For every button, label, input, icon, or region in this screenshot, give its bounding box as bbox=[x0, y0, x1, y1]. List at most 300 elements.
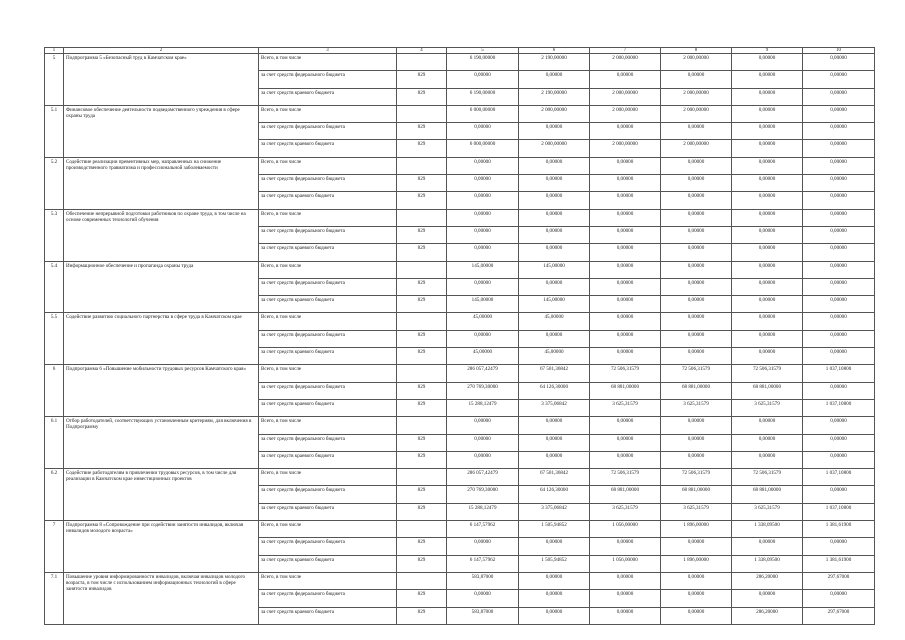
item-name: Подпрограмма 5 «Безопасный труд в Камчатском крае» bbox=[64, 54, 259, 106]
amount-cell: 0,00000 bbox=[732, 71, 803, 88]
funding-source: Всего, в том числе bbox=[259, 469, 397, 486]
amount-cell: 0,00000 bbox=[661, 538, 732, 555]
amount-cell: 0,00000 bbox=[732, 88, 803, 105]
amount-cell: 0,00000 bbox=[519, 123, 590, 140]
table-row bbox=[45, 54, 875, 71]
table-row bbox=[45, 261, 875, 278]
budget-code: 829 bbox=[397, 88, 447, 105]
amount-cell: 0,00000 bbox=[803, 382, 875, 399]
item-name: Отбор работодателей, соответствующих установленным критериям, для включения в Подпрограмму bbox=[64, 417, 259, 469]
amount-cell: 2 190,00000 bbox=[519, 88, 590, 105]
amount-cell: 0,00000 bbox=[732, 434, 803, 451]
funding-source: за счет средств федерального бюджета bbox=[259, 486, 397, 503]
amount-cell: 0,00000 bbox=[447, 157, 519, 174]
amount-cell: 297,67000 bbox=[803, 572, 875, 589]
amount-cell: 0,00000 bbox=[519, 434, 590, 451]
amount-cell: 0,00000 bbox=[590, 434, 661, 451]
budget-code bbox=[397, 261, 447, 278]
amount-cell: 2 000,00000 bbox=[519, 140, 590, 157]
item-number: 5.2 bbox=[45, 157, 64, 209]
amount-cell: 0,00000 bbox=[519, 330, 590, 347]
amount-cell: 1 896,00000 bbox=[661, 521, 732, 538]
budget-code: 829 bbox=[397, 555, 447, 572]
amount-cell: 3 625,31579 bbox=[590, 503, 661, 520]
amount-cell: 0,00000 bbox=[803, 348, 875, 365]
funding-source: за счет средств краевого бюджета bbox=[259, 555, 397, 572]
amount-cell: 0,00000 bbox=[447, 417, 519, 434]
budget-code bbox=[397, 157, 447, 174]
funding-source: за счет средств краевого бюджета bbox=[259, 348, 397, 365]
amount-cell: 0,00000 bbox=[732, 192, 803, 209]
amount-cell: 0,00000 bbox=[803, 226, 875, 243]
amount-cell: 0,00000 bbox=[519, 538, 590, 555]
funding-source: Всего, в том числе bbox=[259, 313, 397, 330]
amount-cell: 145,00000 bbox=[447, 296, 519, 313]
table-row bbox=[45, 417, 875, 434]
item-number: 5.3 bbox=[45, 209, 64, 261]
amount-cell: 0,00000 bbox=[447, 538, 519, 555]
funding-source: Всего, в том числе bbox=[259, 261, 397, 278]
amount-cell: 0,00000 bbox=[732, 313, 803, 330]
item-name: Обеспечение непрерывной подготовки работников по охране труда, в том числе на основе современных технологий обучения bbox=[64, 209, 259, 261]
table-row bbox=[45, 365, 875, 382]
amount-cell: 0,00000 bbox=[447, 451, 519, 468]
amount-cell: 0,00000 bbox=[519, 607, 590, 624]
amount-cell: 1 896,00000 bbox=[661, 555, 732, 572]
amount-cell: 0,00000 bbox=[803, 590, 875, 607]
amount-cell: 1 505,94852 bbox=[519, 521, 590, 538]
budget-code: 829 bbox=[397, 434, 447, 451]
item-number: 6 bbox=[45, 365, 64, 417]
amount-cell: 0,00000 bbox=[732, 244, 803, 261]
amount-cell: 0,00000 bbox=[661, 313, 732, 330]
item-number: 5.1 bbox=[45, 105, 64, 157]
amount-cell: 0,00000 bbox=[661, 244, 732, 261]
budget-code: 829 bbox=[397, 278, 447, 295]
amount-cell: 0,00000 bbox=[519, 226, 590, 243]
amount-cell: 0,00000 bbox=[732, 226, 803, 243]
amount-cell: 0,00000 bbox=[661, 261, 732, 278]
budget-code: 829 bbox=[397, 226, 447, 243]
budget-code bbox=[397, 365, 447, 382]
funding-source: за счет средств краевого бюджета bbox=[259, 140, 397, 157]
amount-cell: 286,20000 bbox=[732, 607, 803, 624]
amount-cell: 45,00000 bbox=[447, 313, 519, 330]
amount-cell: 3 625,31579 bbox=[661, 399, 732, 416]
funding-source: за счет средств федерального бюджета bbox=[259, 175, 397, 192]
item-name: Финансовое обеспечение деятельности подведомственного учреждения в сфере охраны труда bbox=[64, 105, 259, 157]
amount-cell: 0,00000 bbox=[803, 278, 875, 295]
amount-cell: 0,00000 bbox=[803, 157, 875, 174]
amount-cell: 45,00000 bbox=[519, 348, 590, 365]
amount-cell: 3 625,31579 bbox=[732, 503, 803, 520]
amount-cell: 6 000,00000 bbox=[447, 105, 519, 122]
amount-cell: 0,00000 bbox=[519, 71, 590, 88]
amount-cell: 1 505,94852 bbox=[519, 555, 590, 572]
budget-code: 829 bbox=[397, 244, 447, 261]
amount-cell: 0,00000 bbox=[661, 192, 732, 209]
amount-cell: 0,00000 bbox=[590, 417, 661, 434]
amount-cell: 0,00000 bbox=[519, 192, 590, 209]
amount-cell: 145,00000 bbox=[519, 261, 590, 278]
amount-cell: 68 881,00000 bbox=[590, 486, 661, 503]
amount-cell: 72 506,31579 bbox=[732, 469, 803, 486]
amount-cell: 0,00000 bbox=[447, 590, 519, 607]
amount-cell: 1 037,10800 bbox=[803, 399, 875, 416]
amount-cell: 0,00000 bbox=[519, 209, 590, 226]
amount-cell: 2 000,00000 bbox=[661, 54, 732, 71]
amount-cell: 64 126,30000 bbox=[519, 382, 590, 399]
budget-table-page bbox=[44, 47, 874, 625]
funding-source: за счет средств федерального бюджета bbox=[259, 123, 397, 140]
item-number: 7.1 bbox=[45, 572, 64, 624]
amount-cell: 0,00000 bbox=[661, 434, 732, 451]
amount-cell: 0,00000 bbox=[803, 71, 875, 88]
amount-cell: 2 000,00000 bbox=[590, 88, 661, 105]
amount-cell: 3 625,31579 bbox=[661, 503, 732, 520]
amount-cell: 72 506,31579 bbox=[732, 365, 803, 382]
item-number: 6.2 bbox=[45, 469, 64, 521]
amount-cell: 1 037,10800 bbox=[803, 365, 875, 382]
amount-cell: 0,00000 bbox=[519, 175, 590, 192]
item-name: Содействие работодателям в привлечении трудовых ресурсов, в том числе для реализации в Камчатском крае инвестиционных проектов bbox=[64, 469, 259, 521]
amount-cell: 3 625,31579 bbox=[732, 399, 803, 416]
amount-cell: 0,00000 bbox=[803, 313, 875, 330]
table-row bbox=[45, 157, 875, 174]
amount-cell: 0,00000 bbox=[803, 330, 875, 347]
amount-cell: 1 381,61900 bbox=[803, 555, 875, 572]
table-row bbox=[45, 572, 875, 589]
amount-cell: 0,00000 bbox=[590, 278, 661, 295]
amount-cell: 270 769,30000 bbox=[447, 486, 519, 503]
amount-cell: 68 881,00000 bbox=[661, 486, 732, 503]
amount-cell: 0,00000 bbox=[590, 330, 661, 347]
budget-code bbox=[397, 209, 447, 226]
amount-cell: 0,00000 bbox=[661, 209, 732, 226]
amount-cell: 0,00000 bbox=[732, 54, 803, 71]
table-row bbox=[45, 313, 875, 330]
amount-cell: 0,00000 bbox=[447, 434, 519, 451]
column-number: 5 bbox=[447, 48, 519, 54]
amount-cell: 0,00000 bbox=[590, 209, 661, 226]
amount-cell: 0,00000 bbox=[732, 538, 803, 555]
budget-code: 829 bbox=[397, 175, 447, 192]
amount-cell: 0,00000 bbox=[590, 451, 661, 468]
amount-cell: 1 381,61900 bbox=[803, 521, 875, 538]
amount-cell: 3 375,06842 bbox=[519, 399, 590, 416]
funding-source: за счет средств федерального бюджета bbox=[259, 330, 397, 347]
amount-cell: 2 190,00000 bbox=[519, 54, 590, 71]
column-number: 8 bbox=[661, 48, 732, 54]
amount-cell: 68 881,00000 bbox=[590, 382, 661, 399]
amount-cell: 0,00000 bbox=[590, 296, 661, 313]
amount-cell: 0,00000 bbox=[803, 175, 875, 192]
amount-cell: 0,00000 bbox=[447, 330, 519, 347]
budget-code: 829 bbox=[397, 486, 447, 503]
amount-cell: 0,00000 bbox=[732, 451, 803, 468]
amount-cell: 0,00000 bbox=[661, 572, 732, 589]
funding-source: за счет средств федерального бюджета bbox=[259, 538, 397, 555]
item-number: 5 bbox=[45, 54, 64, 106]
amount-cell: 0,00000 bbox=[732, 261, 803, 278]
amount-cell: 0,00000 bbox=[590, 538, 661, 555]
amount-cell: 0,00000 bbox=[661, 590, 732, 607]
budget-code: 829 bbox=[397, 503, 447, 520]
item-number: 5.5 bbox=[45, 313, 64, 365]
amount-cell: 0,00000 bbox=[519, 157, 590, 174]
funding-source: за счет средств краевого бюджета bbox=[259, 607, 397, 624]
funding-source: за счет средств федерального бюджета bbox=[259, 71, 397, 88]
amount-cell: 0,00000 bbox=[803, 123, 875, 140]
budget-code bbox=[397, 521, 447, 538]
funding-source: за счет средств краевого бюджета bbox=[259, 296, 397, 313]
amount-cell: 0,00000 bbox=[732, 175, 803, 192]
amount-cell: 583,87000 bbox=[447, 572, 519, 589]
amount-cell: 0,00000 bbox=[447, 244, 519, 261]
table-row bbox=[45, 105, 875, 122]
amount-cell: 0,00000 bbox=[732, 209, 803, 226]
amount-cell: 1 037,10800 bbox=[803, 503, 875, 520]
amount-cell: 0,00000 bbox=[661, 226, 732, 243]
amount-cell: 0,00000 bbox=[447, 175, 519, 192]
amount-cell: 0,00000 bbox=[519, 278, 590, 295]
amount-cell: 0,00000 bbox=[732, 296, 803, 313]
amount-cell: 68 881,00000 bbox=[732, 486, 803, 503]
item-number: 5.4 bbox=[45, 261, 64, 313]
funding-source: за счет средств краевого бюджета bbox=[259, 88, 397, 105]
amount-cell: 3 625,31579 bbox=[590, 399, 661, 416]
amount-cell: 1 037,10800 bbox=[803, 469, 875, 486]
amount-cell: 0,00000 bbox=[447, 123, 519, 140]
funding-source: за счет средств краевого бюджета bbox=[259, 244, 397, 261]
amount-cell: 0,00000 bbox=[803, 486, 875, 503]
amount-cell: 68 881,00000 bbox=[661, 382, 732, 399]
amount-cell: 67 501,36842 bbox=[519, 365, 590, 382]
amount-cell: 0,00000 bbox=[590, 590, 661, 607]
column-number: 4 bbox=[397, 48, 447, 54]
funding-source: Всего, в том числе bbox=[259, 157, 397, 174]
amount-cell: 0,00000 bbox=[590, 348, 661, 365]
amount-cell: 1 056,00000 bbox=[590, 555, 661, 572]
amount-cell: 0,00000 bbox=[732, 157, 803, 174]
amount-cell: 72 506,31579 bbox=[661, 365, 732, 382]
amount-cell: 0,00000 bbox=[732, 123, 803, 140]
column-number: 3 bbox=[259, 48, 397, 54]
amount-cell: 0,00000 bbox=[732, 330, 803, 347]
funding-source: Всего, в том числе bbox=[259, 209, 397, 226]
amount-cell: 68 881,00000 bbox=[732, 382, 803, 399]
amount-cell: 0,00000 bbox=[519, 417, 590, 434]
amount-cell: 0,00000 bbox=[803, 538, 875, 555]
amount-cell: 0,00000 bbox=[661, 71, 732, 88]
table-row bbox=[45, 521, 875, 538]
budget-code: 829 bbox=[397, 348, 447, 365]
amount-cell: 0,00000 bbox=[732, 278, 803, 295]
budget-code: 829 bbox=[397, 590, 447, 607]
amount-cell: 0,00000 bbox=[661, 417, 732, 434]
amount-cell: 286 057,42479 bbox=[447, 469, 519, 486]
amount-cell: 0,00000 bbox=[803, 192, 875, 209]
amount-cell: 145,00000 bbox=[447, 261, 519, 278]
budget-code: 829 bbox=[397, 538, 447, 555]
amount-cell: 6 190,00000 bbox=[447, 54, 519, 71]
budget-code: 829 bbox=[397, 192, 447, 209]
funding-source: за счет средств федерального бюджета bbox=[259, 590, 397, 607]
amount-cell: 0,00000 bbox=[803, 417, 875, 434]
funding-source: Всего, в том числе bbox=[259, 572, 397, 589]
funding-source: за счет средств краевого бюджета bbox=[259, 503, 397, 520]
amount-cell: 0,00000 bbox=[732, 105, 803, 122]
amount-cell: 297,67000 bbox=[803, 607, 875, 624]
amount-cell: 0,00000 bbox=[590, 157, 661, 174]
amount-cell: 0,00000 bbox=[590, 123, 661, 140]
amount-cell: 0,00000 bbox=[590, 71, 661, 88]
amount-cell: 45,00000 bbox=[447, 348, 519, 365]
budget-code: 829 bbox=[397, 296, 447, 313]
amount-cell: 1 338,09500 bbox=[732, 521, 803, 538]
amount-cell: 0,00000 bbox=[447, 209, 519, 226]
amount-cell: 45,00000 bbox=[519, 313, 590, 330]
budget-code bbox=[397, 313, 447, 330]
budget-code: 829 bbox=[397, 451, 447, 468]
item-name: Содействие развитию социального партнерства в сфере труда в Камчатском крае bbox=[64, 313, 259, 365]
amount-cell: 0,00000 bbox=[803, 140, 875, 157]
amount-cell: 0,00000 bbox=[590, 313, 661, 330]
budget-code: 829 bbox=[397, 71, 447, 88]
amount-cell: 0,00000 bbox=[803, 244, 875, 261]
amount-cell: 72 506,31579 bbox=[590, 365, 661, 382]
amount-cell: 0,00000 bbox=[803, 296, 875, 313]
amount-cell: 0,00000 bbox=[661, 451, 732, 468]
funding-source: за счет средств краевого бюджета bbox=[259, 451, 397, 468]
item-name: Повышение уровня информированности инвалидов, включая инвалидов молодого возраста, в том числе с использованием информационных технологий в сфере занятости инвалидов bbox=[64, 572, 259, 624]
amount-cell: 0,00000 bbox=[661, 607, 732, 624]
amount-cell: 0,00000 bbox=[590, 261, 661, 278]
funding-source: Всего, в том числе bbox=[259, 365, 397, 382]
amount-cell: 0,00000 bbox=[803, 261, 875, 278]
amount-cell: 2 000,00000 bbox=[661, 88, 732, 105]
amount-cell: 1 056,00000 bbox=[590, 521, 661, 538]
amount-cell: 72 506,31579 bbox=[590, 469, 661, 486]
budget-code: 829 bbox=[397, 123, 447, 140]
amount-cell: 270 769,30000 bbox=[447, 382, 519, 399]
funding-source: за счет средств краевого бюджета bbox=[259, 192, 397, 209]
amount-cell: 67 501,36842 bbox=[519, 469, 590, 486]
amount-cell: 0,00000 bbox=[732, 590, 803, 607]
budget-code: 829 bbox=[397, 330, 447, 347]
amount-cell: 0,00000 bbox=[803, 105, 875, 122]
amount-cell: 0,00000 bbox=[447, 278, 519, 295]
amount-cell: 0,00000 bbox=[661, 157, 732, 174]
amount-cell: 0,00000 bbox=[732, 348, 803, 365]
column-number: 9 bbox=[732, 48, 803, 54]
item-name: Подпрограмма 6 «Повышение мобильности трудовых ресурсов Камчатского края» bbox=[64, 365, 259, 417]
amount-cell: 0,00000 bbox=[661, 278, 732, 295]
budget-code: 829 bbox=[397, 607, 447, 624]
amount-cell: 286,20000 bbox=[732, 572, 803, 589]
amount-cell: 0,00000 bbox=[803, 88, 875, 105]
amount-cell: 583,87000 bbox=[447, 607, 519, 624]
funding-source: за счет средств федерального бюджета bbox=[259, 382, 397, 399]
funding-source: за счет средств федерального бюджета bbox=[259, 278, 397, 295]
table-row bbox=[45, 469, 875, 486]
budget-code: 829 bbox=[397, 382, 447, 399]
item-name: Подпрограмма 8 «Сопровождение при содействии занятости инвалидов, включая инвалидов молодого возраста» bbox=[64, 521, 259, 573]
amount-cell: 0,00000 bbox=[590, 175, 661, 192]
budget-code: 829 bbox=[397, 140, 447, 157]
funding-source: Всего, в том числе bbox=[259, 54, 397, 71]
amount-cell: 3 375,06842 bbox=[519, 503, 590, 520]
amount-cell: 2 000,00000 bbox=[519, 105, 590, 122]
amount-cell: 6 147,57962 bbox=[447, 521, 519, 538]
amount-cell: 286 057,42479 bbox=[447, 365, 519, 382]
amount-cell: 0,00000 bbox=[661, 296, 732, 313]
budget-code bbox=[397, 572, 447, 589]
amount-cell: 0,00000 bbox=[519, 572, 590, 589]
amount-cell: 0,00000 bbox=[447, 192, 519, 209]
amount-cell: 0,00000 bbox=[590, 607, 661, 624]
funding-source: Всего, в том числе bbox=[259, 417, 397, 434]
funding-source: за счет средств федерального бюджета bbox=[259, 434, 397, 451]
amount-cell: 15 288,12479 bbox=[447, 503, 519, 520]
item-name: Информационное обеспечение и пропаганда охраны труда bbox=[64, 261, 259, 313]
amount-cell: 145,00000 bbox=[519, 296, 590, 313]
amount-cell: 6 190,00000 bbox=[447, 88, 519, 105]
amount-cell: 0,00000 bbox=[447, 71, 519, 88]
amount-cell: 0,00000 bbox=[732, 417, 803, 434]
item-number: 7 bbox=[45, 521, 64, 573]
amount-cell: 0,00000 bbox=[590, 572, 661, 589]
column-number: 7 bbox=[590, 48, 661, 54]
column-number: 2 bbox=[64, 48, 259, 54]
amount-cell: 2 000,00000 bbox=[590, 54, 661, 71]
amount-cell: 72 506,31579 bbox=[661, 469, 732, 486]
budget-code bbox=[397, 105, 447, 122]
amount-cell: 15 288,12479 bbox=[447, 399, 519, 416]
column-number: 1 bbox=[45, 48, 64, 54]
amount-cell: 0,00000 bbox=[590, 192, 661, 209]
item-number: 6.1 bbox=[45, 417, 64, 469]
amount-cell: 0,00000 bbox=[590, 244, 661, 261]
item-name: Содействие реализации превентивных мер, направленных на снижение производственного травматизма и профессиональной заболеваемости bbox=[64, 157, 259, 209]
funding-source: за счет средств краевого бюджета bbox=[259, 399, 397, 416]
amount-cell: 0,00000 bbox=[519, 451, 590, 468]
amount-cell: 0,00000 bbox=[519, 244, 590, 261]
amount-cell: 0,00000 bbox=[519, 590, 590, 607]
amount-cell: 2 000,00000 bbox=[661, 140, 732, 157]
funding-source: за счет средств федерального бюджета bbox=[259, 226, 397, 243]
amount-cell: 0,00000 bbox=[661, 348, 732, 365]
budget-code bbox=[397, 54, 447, 71]
budget-code bbox=[397, 417, 447, 434]
amount-cell: 0,00000 bbox=[590, 226, 661, 243]
amount-cell: 64 126,30000 bbox=[519, 486, 590, 503]
amount-cell: 6 147,57962 bbox=[447, 555, 519, 572]
budget-code: 829 bbox=[397, 399, 447, 416]
amount-cell: 0,00000 bbox=[447, 226, 519, 243]
budget-code bbox=[397, 469, 447, 486]
amount-cell: 0,00000 bbox=[803, 451, 875, 468]
amount-cell: 1 338,09500 bbox=[732, 555, 803, 572]
amount-cell: 0,00000 bbox=[803, 434, 875, 451]
amount-cell: 2 000,00000 bbox=[590, 140, 661, 157]
amount-cell: 2 000,00000 bbox=[661, 105, 732, 122]
amount-cell: 2 000,00000 bbox=[590, 105, 661, 122]
amount-cell: 6 000,00000 bbox=[447, 140, 519, 157]
amount-cell: 0,00000 bbox=[732, 140, 803, 157]
table-row bbox=[45, 209, 875, 226]
column-number: 6 bbox=[519, 48, 590, 54]
